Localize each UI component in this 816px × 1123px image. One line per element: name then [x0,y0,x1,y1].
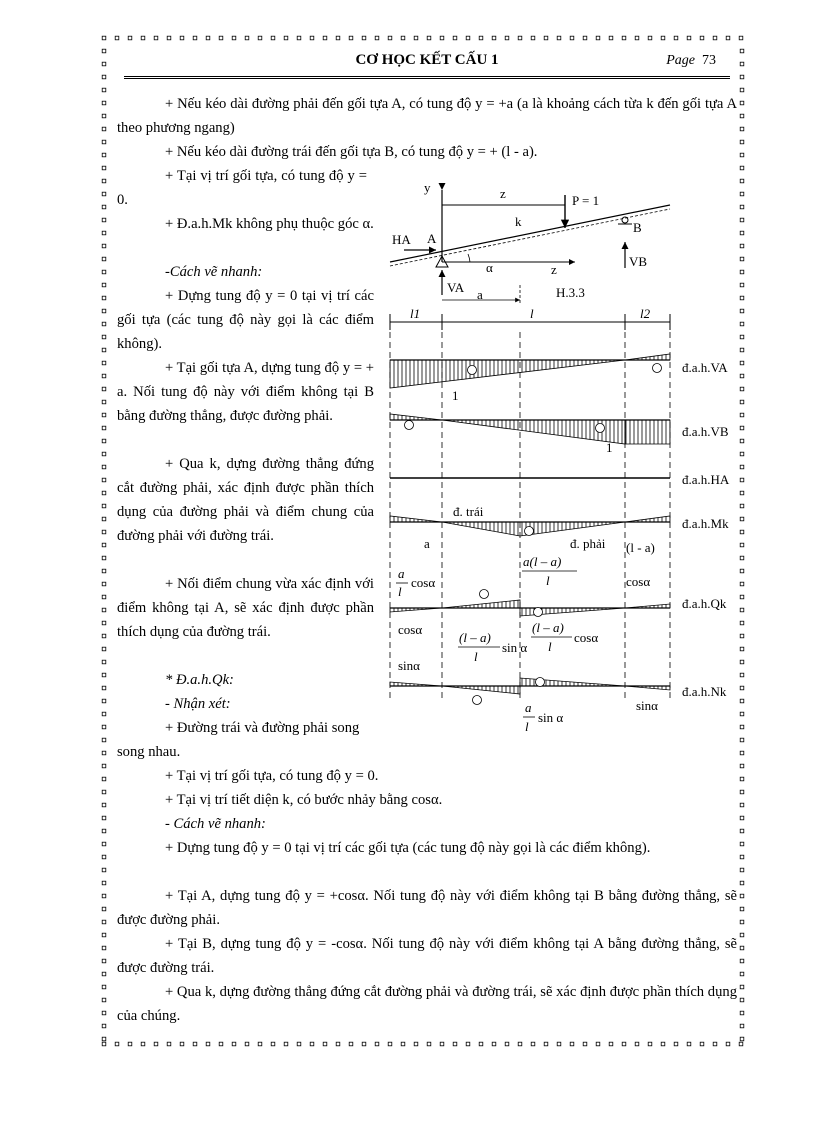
paragraph: + Qua k, dựng đường thẳng đứng cắt đường phải và đường trái, sẽ xác định được phần thích dụng của chúng. [117,984,737,1024]
sign-minus [480,590,489,599]
sign-plus [596,424,605,433]
annot-lma-sin-den: l [474,649,478,664]
annot-d-phai: đ. phải [570,536,606,551]
paragraph: + Dựng tung độ y = 0 tại vị trí các gối tựa (các tung độ này gọi là các điểm không). [117,288,374,352]
annot-sinalpha-right: sinα [636,698,658,713]
iline-label-vb: đ.a.h.VB [682,424,729,439]
label-alpha: α [486,260,493,275]
paragraph: + Nếu kéo dài đường phải đến gối tựa A, có tung độ y = +a (a là khoảng cách từa k đến gối tựa A theo phương ngang) [117,96,737,136]
label-z-axis: z [551,262,557,277]
label-a-dim: a [477,287,483,302]
annot-one-va: 1 [452,388,459,403]
paragraph: + Tại vị trí gối tựa, có tung độ y = 0. [117,168,367,208]
annot-sin-small: sin α [502,640,528,655]
page-word: Page [666,53,695,68]
sign-plus [525,527,534,536]
label-z-top: z [500,186,506,201]
page-number [666,53,716,69]
paragraph: * Đ.a.h.Qk: [165,672,234,688]
paragraph: - Nhận xét: [165,696,231,712]
annot-cosalpha-right: cosα [626,574,651,589]
sign-plus [534,608,543,617]
iline-va [390,354,670,388]
annot-sinalpha-left: sinα [398,658,420,673]
paragraph: + Đ.a.h.Mk không phụ thuộc góc α. [165,216,374,232]
label-va: VA [447,280,465,295]
annot-al-a-num: a(l – a) [523,554,562,569]
label-a: A [427,231,437,246]
iline-label-ha: đ.a.h.HA [682,472,730,487]
annot-cosalpha-left: cosα [398,622,423,637]
label-ha: HA [392,232,411,247]
annot-one-vb: 1 [606,440,613,455]
paragraph: -Cách vẽ nhanh: [165,264,263,280]
page-title: CƠ HỌC KẾT CẤU 1 [355,52,499,68]
page-header [124,52,730,76]
annot-al-a-den: l [546,573,550,588]
annot-lma-sin-num: (l – a) [459,630,491,645]
paragraph: + Qua k, dựng đường thẳng đứng cắt đường phải, xác định được phần thích dụng của đường phải và điểm chung của đường phải với đường trái. [117,456,374,544]
paragraph: + Tại gối tựa A, dựng tung độ y = + a. Nối tung độ này với điểm không tại B bằng đường thẳng, được đường phải. [117,360,374,424]
sign-minus [536,678,545,687]
iline-label-va: đ.a.h.VA [682,360,728,375]
label-vb: VB [629,254,648,269]
sign-plus [468,366,477,375]
annot-lma-cos-num: (l – a) [532,620,564,635]
iline-label-nk: đ.a.h.Nk [682,684,727,699]
influence-line-figure [380,175,740,745]
paragraph: + Tại A, dựng tung độ y = +cosα. Nối tung độ này với điểm không tại B bằng đường thẳng, sẽ được đường phải. [117,888,737,928]
label-b: B [633,220,642,235]
iline-qk [390,600,670,616]
annot-sin-bottom: sin α [538,710,564,725]
sign-minus [405,421,414,430]
paragraph: + Nếu kéo dài đường trái đến gối tựa B, có tung độ y = + (l - a). [165,144,538,160]
iline-vb [390,414,670,444]
label-l1: l1 [410,306,421,321]
annot-a-over-l-sin-den: l [525,719,529,734]
sign-plus [473,696,482,705]
iline-label-qk: đ.a.h.Qk [682,596,727,611]
annot-a-over-l-cos-den: l [398,584,402,599]
paragraph: + Dựng tung độ y = 0 tại vị trí các gối tựa (các tung độ này gọi là các điểm không). [165,840,651,856]
annot-a: a [424,536,430,551]
annot-d-trai: đ. trái [453,504,484,519]
figure-caption: H.3.3 [556,285,585,300]
paragraph: - Cách vẽ nhanh: [165,816,266,832]
paragraph: + Đường trái và đường phải song song nhau. [117,720,360,760]
sign-minus [653,364,662,373]
annot-a-over-l-cos-num: a [398,566,405,581]
annot-lma-cos-den: l [548,639,552,654]
label-p: P = 1 [572,193,600,208]
iline-label-mk: đ.a.h.Mk [682,516,729,531]
paragraph: + Tại B, dựng tung độ y = -cosα. Nối tung độ này với điểm không tại A bằng đường thẳng, sẽ được đường trái. [117,936,737,976]
support-b [622,217,628,223]
label-y: y [424,180,431,195]
label-l2: l2 [640,306,651,321]
paragraph: + Tại vị trí gối tựa, có tung độ y = 0. [165,768,379,784]
header-rule [124,76,730,82]
annot-cos: cosα [411,575,436,590]
annot-l-minus-a: (l - a) [626,540,655,555]
iline-nk [390,678,670,694]
label-k: k [515,214,522,229]
paragraph: + Nối điểm chung vừa xác định với điểm không tại A, sẽ xác định được phần thích dụng của đường trái. [117,576,374,640]
page-number-value: 73 [702,53,716,68]
annot-a-over-l-sin-num: a [525,700,532,715]
annot-cos-small: cosα [574,630,599,645]
paragraph: + Tại vị trí tiết diện k, có bước nhảy bằng cosα. [165,792,443,808]
label-l: l [530,306,534,321]
